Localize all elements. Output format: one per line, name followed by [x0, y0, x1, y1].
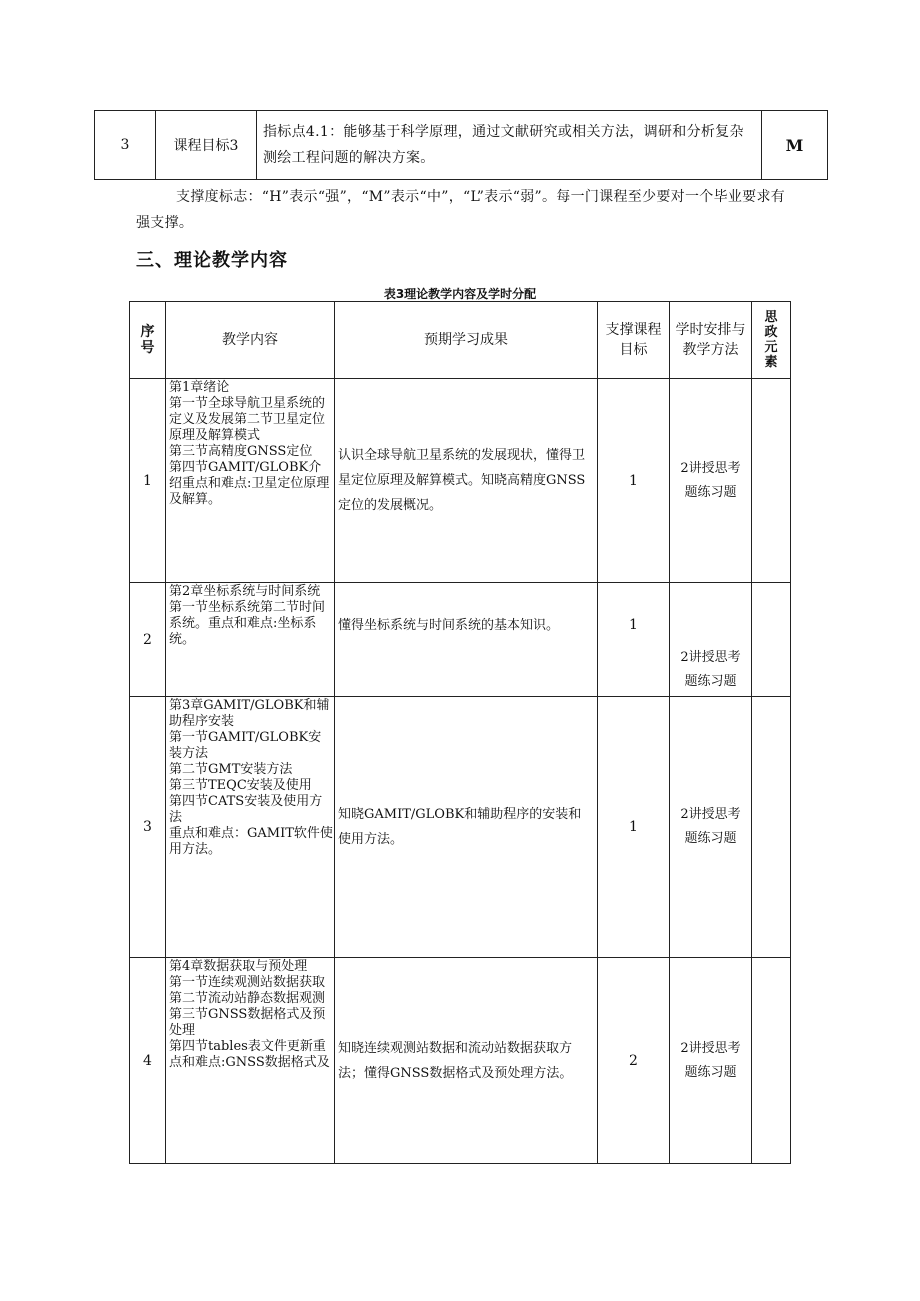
row-ideology: [752, 697, 791, 958]
row-goal: 1: [598, 379, 670, 583]
teaching-content-table: [129, 301, 791, 1164]
row-goal: 1: [598, 697, 670, 958]
table-row: [130, 958, 791, 1164]
objective-number: 3: [95, 111, 156, 180]
row-goal: 1: [598, 583, 670, 697]
row-content: 第2章坐标系统与时间系统 第一节坐标系统第二节时间系统。重点和难点:坐标系统。: [166, 583, 335, 697]
header-outcome: 预期学习成果: [335, 302, 598, 379]
row-number: 4: [130, 958, 166, 1164]
objective-indicator: 指标点4.1：能够基于科学原理，通过文献研究或相关方法，调研和分析复杂测绘工程问题的解决方案。: [257, 111, 762, 180]
header-method: 学时安排与教学方法: [670, 302, 752, 379]
row-ideology: [752, 583, 791, 697]
row-outcome: 知晓连续观测站数据和流动站数据获取方法；懂得GNSS数据格式及预处理方法。: [335, 958, 598, 1164]
row-outcome: 认识全球导航卫星系统的发展现状，懂得卫星定位原理及解算模式。知晓高精度GNSS定位的发展概况。: [335, 379, 598, 583]
row-ideology: [752, 379, 791, 583]
header-no: 序号: [130, 302, 166, 379]
row-content: 第4章数据获取与预处理 第一节连续观测站数据获取 第二节流动站静态数据观测 第三节GNSS数据格式及预处理 第四节tables表文件更新重点和难点:GNSS数据格式及: [166, 958, 335, 1164]
row-method: 2讲授思考题练习题: [670, 379, 752, 583]
row-number: 3: [130, 697, 166, 958]
row-method: 2讲授思考题练习题: [670, 958, 752, 1164]
support-note: 支撑度标志：“H”表示“强”，“M”表示“中”，“L”表示“弱”。每一门课程至少要对一个毕业要求有强支撑。: [136, 189, 786, 231]
row-number: 1: [130, 379, 166, 583]
header-ideology: 思政元素: [752, 302, 791, 379]
objective-support-level: M: [762, 111, 828, 180]
objective-row: [95, 111, 828, 180]
row-ideology: [752, 958, 791, 1164]
table-row: [130, 379, 791, 583]
table-row: [130, 583, 791, 697]
row-goal: 2: [598, 958, 670, 1164]
row-outcome: 懂得坐标系统与时间系统的基本知识。: [335, 583, 598, 697]
row-method: 2讲授思考题练习题: [670, 697, 752, 958]
objective-table: [94, 110, 828, 180]
objective-goal: 课程目标3: [156, 111, 257, 180]
row-method: 2讲授思考题练习题: [670, 583, 752, 697]
table-header-row: [130, 302, 791, 379]
header-content: 教学内容: [166, 302, 335, 379]
table-row: [130, 697, 791, 958]
row-outcome: 知晓GAMIT/GLOBK和辅助程序的安装和使用方法。: [335, 697, 598, 958]
section-title: 三、理论教学内容: [136, 250, 288, 271]
header-goal: 支撑课程目标: [598, 302, 670, 379]
row-content: 第3章GAMIT/GLOBK和辅助程序安装 第一节GAMIT/GLOBK安装方法 第二节GMT安装方法 第三节TEQC安装及使用 第四节CATS安装及使用方法 重点和难点：GAMIT软件使用方法。: [166, 697, 335, 958]
row-number: 2: [130, 583, 166, 697]
table-caption: 表3理论教学内容及学时分配: [383, 287, 537, 301]
row-content: 第1章绪论 第一节全球导航卫星系统的定义及发展第二节卫星定位原理及解算模式 第三节高精度GNSS定位 第四节GAMIT/GLOBK介绍重点和难点:卫星定位原理及解算。: [166, 379, 335, 583]
